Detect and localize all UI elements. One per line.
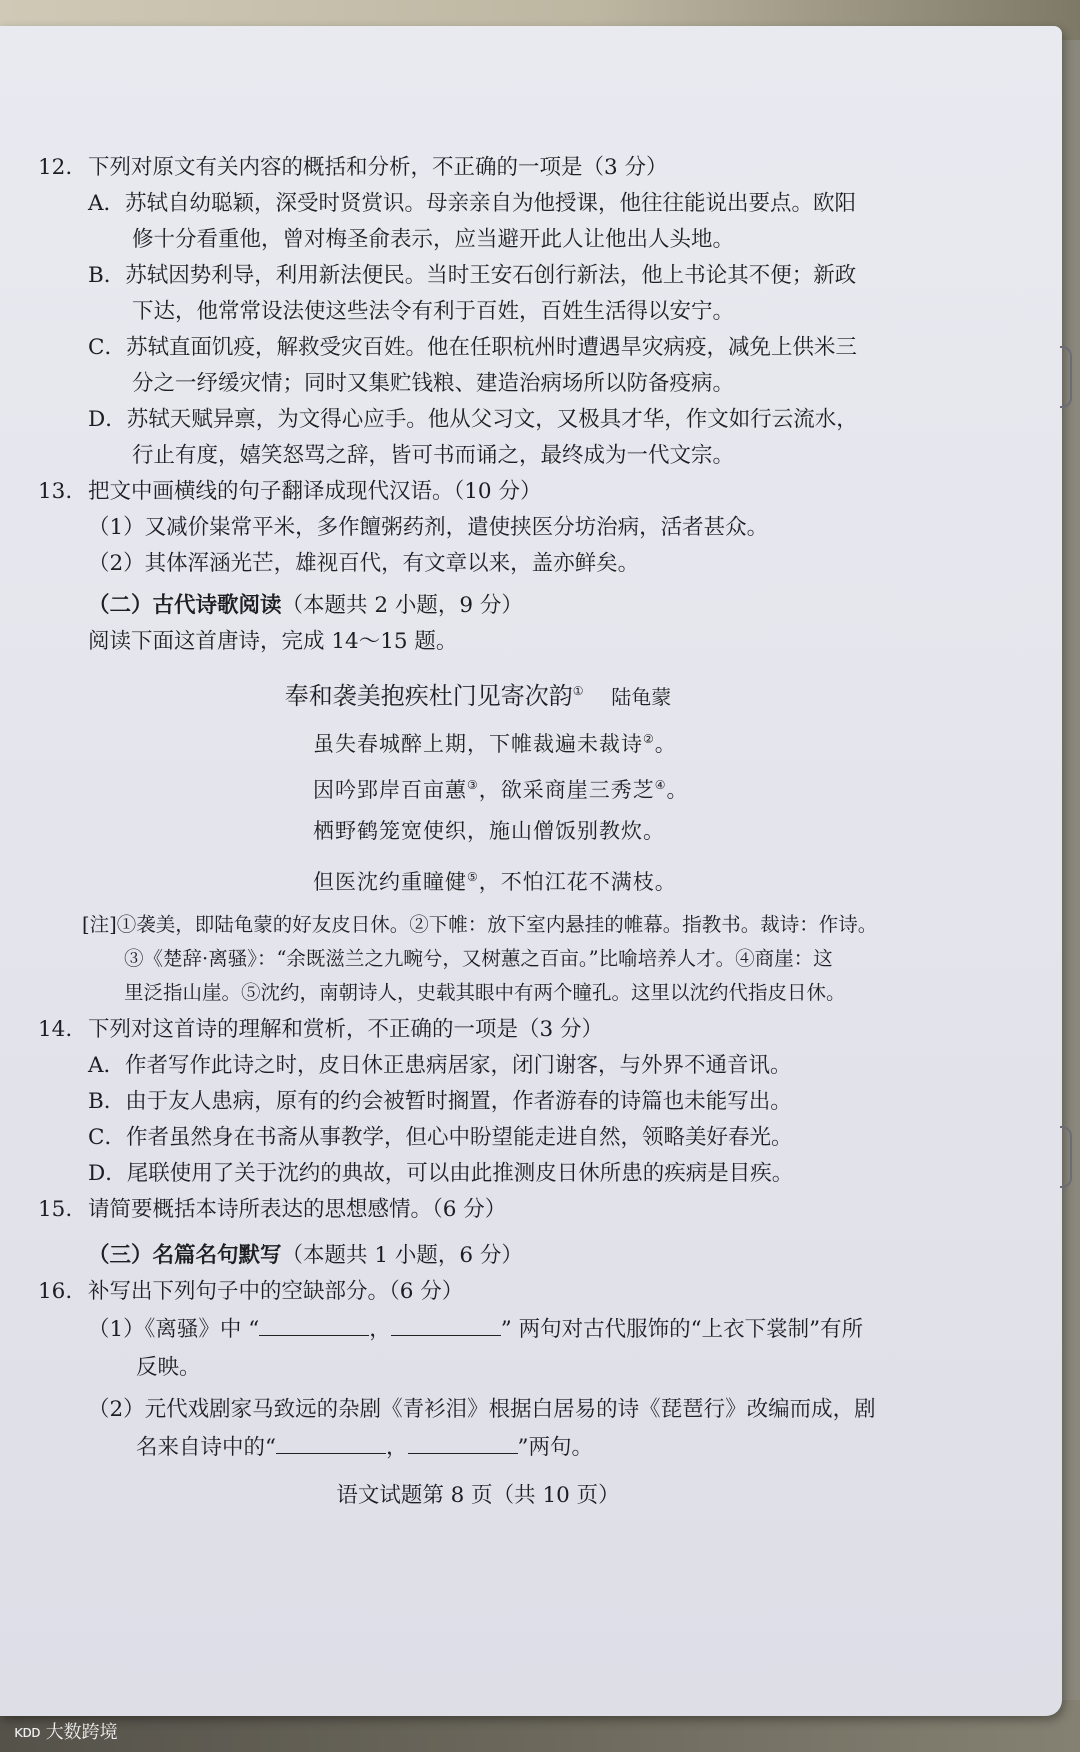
footnote-marker: ③ — [467, 778, 479, 792]
option-d-line1: D．苏轼天赋异禀，为文得心应手。他从父习文，又极具才华，作文如行云流水， — [88, 407, 858, 432]
question-number: 16. — [38, 1279, 73, 1304]
section-title: （二）古代诗歌阅读 — [88, 593, 282, 618]
question-stem: 补写出下列句子中的空缺部分。（6 分） — [88, 1279, 464, 1304]
poem-line-1 — [38, 716, 958, 762]
section-subtitle: （本题共 1 小题，6 分） — [281, 1243, 523, 1268]
poem-text: 虽失春城醉上期，下帷裁遍未裁诗 — [313, 732, 643, 756]
answer-blank[interactable] — [259, 1313, 369, 1336]
poem-punct: 。 — [666, 778, 689, 802]
question-stem: 下列对原文有关内容的概括和分析，不正确的一项是（3 分） — [88, 155, 668, 180]
poem-line-3 — [38, 808, 958, 854]
fill-text: ”两句。 — [517, 1435, 594, 1460]
section-intro: 阅读下面这首唐诗，完成 14～15 题。 — [88, 629, 458, 654]
option-a-line2: 修十分看重他，曾对梅圣俞表示，应当避开此人让他出人头地。 — [132, 227, 735, 252]
option-c: C．作者虽然身在书斋从事教学，但心中盼望能走进自然，领略美好春光。 — [88, 1125, 793, 1150]
option-a: A．作者写作此诗之时，皮日休正患病居家，闭门谢客，与外界不通音讯。 — [88, 1053, 792, 1078]
question-12 — [38, 150, 958, 186]
binding-mark — [1060, 1126, 1072, 1188]
fill-text: 名来自诗中的“ — [136, 1435, 276, 1460]
fill-text: ， — [386, 1435, 408, 1460]
poem-text: 因吟郢岸百亩蕙 — [313, 778, 467, 802]
footnote-marker: ② — [643, 732, 655, 746]
footnote-marker: ④ — [654, 778, 667, 792]
option-b-line1: B．苏轼因势利导，利用新法便民。当时王安石创行新法，他上书论其不便；新政 — [88, 263, 857, 288]
fill-text: （1）《离骚》中 “ — [88, 1317, 260, 1342]
option-c-line1: C．苏轼直面饥疫，解救受灾百姓。他在任职杭州时遭遇旱灾病疫，减免上供米三 — [88, 335, 857, 360]
poem-text: ，不怕江花不满枝。 — [478, 870, 677, 894]
fill-item-2-line2 — [38, 1428, 958, 1468]
poem-line-2 — [38, 762, 958, 808]
answer-blank[interactable] — [391, 1313, 501, 1336]
poem-punct: 。 — [654, 732, 677, 756]
option-b: B．由于友人患病，原有的约会被暂时搁置，作者游春的诗篇也未能写出。 — [88, 1089, 792, 1114]
question-number: 13. — [38, 479, 73, 504]
question-15 — [38, 1192, 958, 1228]
translation-item-2: （2）其体浑涵光芒，雄视百代，有文章以来，盖亦鲜矣。 — [88, 551, 640, 576]
answer-blank[interactable] — [408, 1431, 518, 1454]
option-c-line2: 分之一纾缓灾情；同时又集贮钱粮、建造治病场所以防备疫病。 — [132, 371, 735, 396]
page-footer: 语文试题第 8 页（共 10 页） — [336, 1483, 620, 1508]
option-a-line1: A．苏轼自幼聪颖，深受时贤赏识。母亲亲自为他授课，他往往能说出要点。欧阳 — [88, 191, 857, 216]
question-stem: 把文中画横线的句子翻译成现代汉语。（10 分） — [88, 479, 542, 504]
answer-blank[interactable] — [276, 1431, 386, 1454]
option-d: D．尾联使用了关于沈约的典故，可以由此推测皮日休所患的疾病是目疾。 — [88, 1161, 794, 1186]
question-number: 14. — [38, 1017, 73, 1042]
poem-note-line-2: ③《楚辞·离骚》：“余既滋兰之九畹兮，又树蕙之百亩。”比喻培养人才。④商崖：这 — [124, 947, 833, 970]
poem-note-line-3: 里泛指山崖。⑤沈约，南朝诗人，史载其眼中有两个瞳孔。这里以沈约代指皮日休。 — [124, 981, 846, 1004]
section-subtitle: （本题共 2 小题，9 分） — [281, 593, 523, 618]
fill-item-1-cont: 反映。 — [136, 1355, 201, 1380]
section-title: （三）名篇名句默写 — [88, 1243, 282, 1268]
question-stem: 请简要概括本诗所表达的思想感情。（6 分） — [88, 1197, 507, 1222]
poem-text: 但医沈约重瞳健 — [313, 870, 467, 894]
fill-text: ” 两句对古代服饰的“上衣下裳制”有所 — [500, 1317, 864, 1342]
question-stem: 下列对这首诗的理解和赏析，不正确的一项是（3 分） — [88, 1017, 604, 1042]
poem-text: 栖野鹤笼宽使织，施山僧饭别教炊。 — [313, 819, 665, 843]
fill-item-2-line1: （2）元代戏剧家马致远的杂剧《青衫泪》根据白居易的诗《琵琶行》改编而成，剧 — [88, 1397, 876, 1422]
binding-mark — [1060, 346, 1072, 408]
question-14 — [38, 1012, 958, 1048]
footnote-marker: ⑤ — [467, 870, 479, 884]
section-heading-recitation — [38, 1238, 958, 1274]
poem-text: ，欲采商崖三秀芝 — [478, 778, 655, 802]
watermark-text: 大数跨境 — [45, 1722, 118, 1743]
question-13 — [38, 474, 958, 510]
question-number: 12. — [38, 155, 73, 180]
translation-item-1: （1）又减价粜常平米，多作饘粥药剂，遣使挟医分坊治病，活者甚众。 — [88, 515, 769, 540]
fill-text: ， — [369, 1317, 391, 1342]
poem-note-line-1: [注]①袭美，即陆龟蒙的好友皮日休。②下帷：放下室内悬挂的帷幕。指教书。裁诗：作诗。 — [82, 913, 878, 936]
option-b-line2: 下达，他常常设法使这些法令有利于百姓，百姓生活得以安宁。 — [132, 299, 735, 324]
watermark-logo-icon: ᴋᴅᴅ — [14, 1721, 40, 1741]
page-content — [38, 150, 958, 1514]
section-heading-poetry — [38, 588, 958, 624]
question-16 — [38, 1274, 958, 1310]
option-d-line2: 行止有度，嬉笑怒骂之辞，皆可书而诵之，最终成为一代文宗。 — [132, 443, 735, 468]
poem-title — [38, 666, 958, 716]
poem-title-text: 奉和袭美抱疾杜门见寄次韵 — [284, 682, 573, 710]
fill-item-1 — [38, 1310, 958, 1350]
question-number: 15. — [38, 1197, 73, 1222]
footnote-marker: ① — [572, 684, 584, 698]
watermark — [14, 1718, 118, 1744]
poem-line-4 — [38, 854, 958, 900]
poem-author: 陆龟蒙 — [611, 685, 672, 709]
